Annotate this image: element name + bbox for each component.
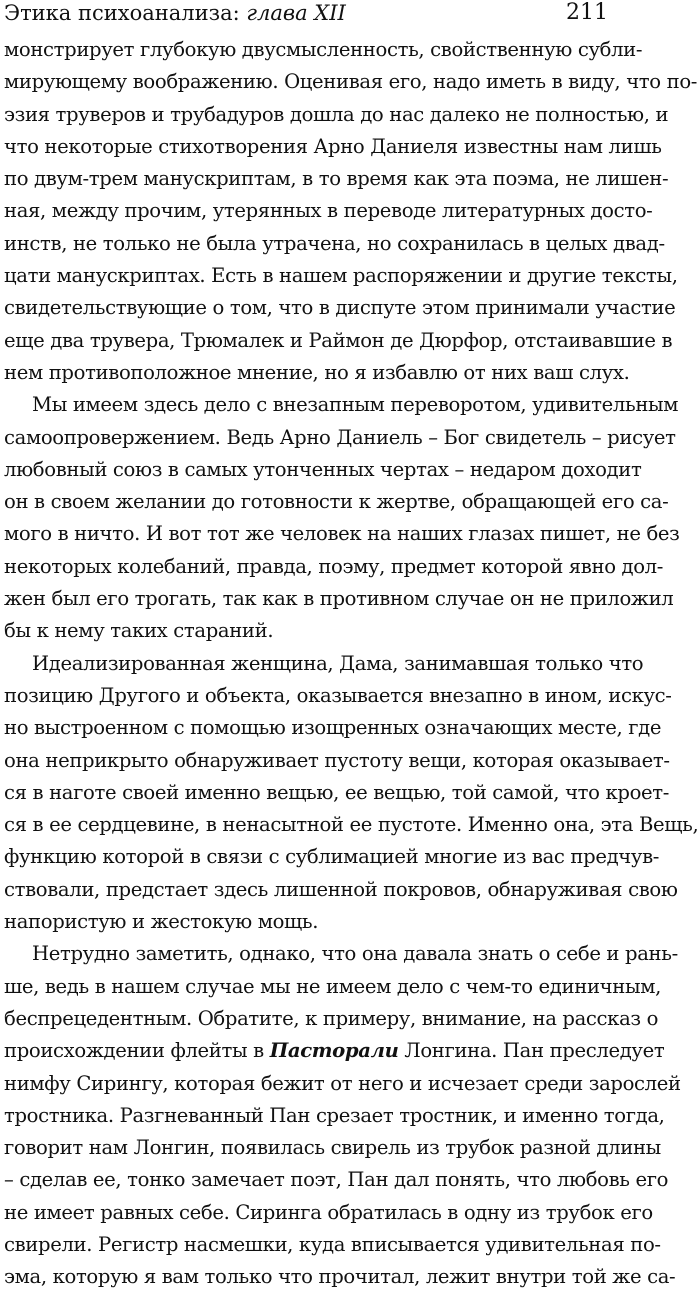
text-line: свидетельствующие о том, что в диспуте этом принимали участие [4,296,676,320]
text-line: эма, которую я вам только что прочитал, лежит внутри той же са- [4,1265,676,1289]
text-line: бы к нему таких стараний. [4,619,274,643]
text-line: некоторых колебаний, правда, поэму, предмет которой явно дол- [4,554,664,578]
text-line: ся в ее сердцевине, в ненасытной ее пустоте. Именно она, эта Вещь, [4,813,698,837]
text-line: ся в наготе своей именно вещью, ее вещью, той самой, что кроет- [4,780,670,804]
text-line: монстрирует глубокую двусмысленность, свойственную субли- [4,38,643,61]
book-title: Этика психоанализа: [4,1,240,25]
text-line: Мы имеем здесь дело с внезапным переворотом, удивительным [32,393,679,417]
text-line: он в своем желании до готовности к жертве, обращающей его са- [4,490,669,514]
text-line: но выстроенном с помощью изощренных означающих месте, где [4,716,662,740]
text-line: функцию которой в связи с сублимацией многие из вас предчув- [4,845,660,869]
text-line: тростника. Разгневанный Пан срезает тростник, и именно тогда, [4,1103,665,1127]
text-line: беспрецедентным. Обратите, к примеру, внимание, на рассказ о [4,1006,659,1030]
text-line: нимфу Сирингу, которая бежит от него и исчезает среди зарослей [4,1071,681,1095]
text-line: свирели. Регистр насмешки, куда вписывается удивительная по- [4,1232,661,1256]
text-line: она неприкрыто обнаруживает пустоту вещи, которая оказывает- [4,748,670,772]
paragraph-4 [4,938,681,1293]
chapter-label: глава XII [246,1,346,25]
body-text [4,34,698,1294]
text-line: ше, ведь в нашем случае мы не имеем дело с чем-то единичным, [4,974,661,998]
text-line: говорит нам Лонгин, появилась свирель из трубок разной длины [4,1136,661,1160]
text-line: ная, между прочим, утерянных в переводе литературных досто- [4,199,653,223]
paragraph-3 [4,648,698,939]
paragraph-1 [4,34,698,389]
text-line: ствовали, предстает здесь лишенной покровов, обнаруживая свою [4,877,678,901]
text-line: самоопровержением. Ведь Арно Даниель – Бог свидетель – рисует [4,425,676,449]
text-line: Нетрудно заметить, однако, что она давала знать о себе и рань- [32,942,678,966]
text-line: напористую и жестокую мощь. [4,910,319,934]
text-line: мого в ничто. И вот тот же человек на наших глазах пишет, не без [4,522,680,546]
text-line: позицию Другого и объекта, оказывается внезапно в ином, искус- [4,683,672,707]
text-line: еще два трувера, Трюмалек и Раймон де Дюрфор, отстаивавшие в [4,328,673,352]
running-head [4,0,608,32]
text-line: эзия труверов и трубадуров дошла до нас далеко не полностью, и [4,102,669,126]
text-line: Идеализированная женщина, Дама, занимавшая только что [32,651,644,675]
running-head-title [4,0,346,26]
page-number: 211 [566,0,608,25]
text-line: любовный союз в самых утонченных чертах – недаром доходит [4,457,642,481]
text-line: по двум-трем манускриптам, в то время как эта поэма, не лишен- [4,167,669,191]
text-line: жен был его трогать, так как в противном случае он не приложил [4,587,674,611]
text-line: цати манускриптах. Есть в нашем распоряжении и другие тексты, [4,264,678,288]
text-line: мирующему воображению. Оценивая его, надо иметь в виду, что по- [4,70,698,94]
text-line-with-title [4,1035,665,1067]
text-fragment: Лонгина. Пан преследует [398,1039,665,1063]
text-fragment: происхождении флейты в [4,1039,270,1063]
paragraph-2 [4,389,680,647]
text-line: не имеет равных себе. Сиринга обратилась в одну из трубок его [4,1200,653,1224]
text-line: инств, не только не была утрачена, но сохранилась в целых двад- [4,231,665,255]
text-line: – сделав ее, тонко замечает поэт, Пан дал понять, что любовь его [4,1168,669,1192]
text-line: что некоторые стихотворения Арно Даниеля известны нам лишь [4,134,662,158]
text-line: нем противоположное мнение, но я избавлю от них ваш слух. [4,360,630,384]
work-title: Пасторали [269,1039,399,1063]
